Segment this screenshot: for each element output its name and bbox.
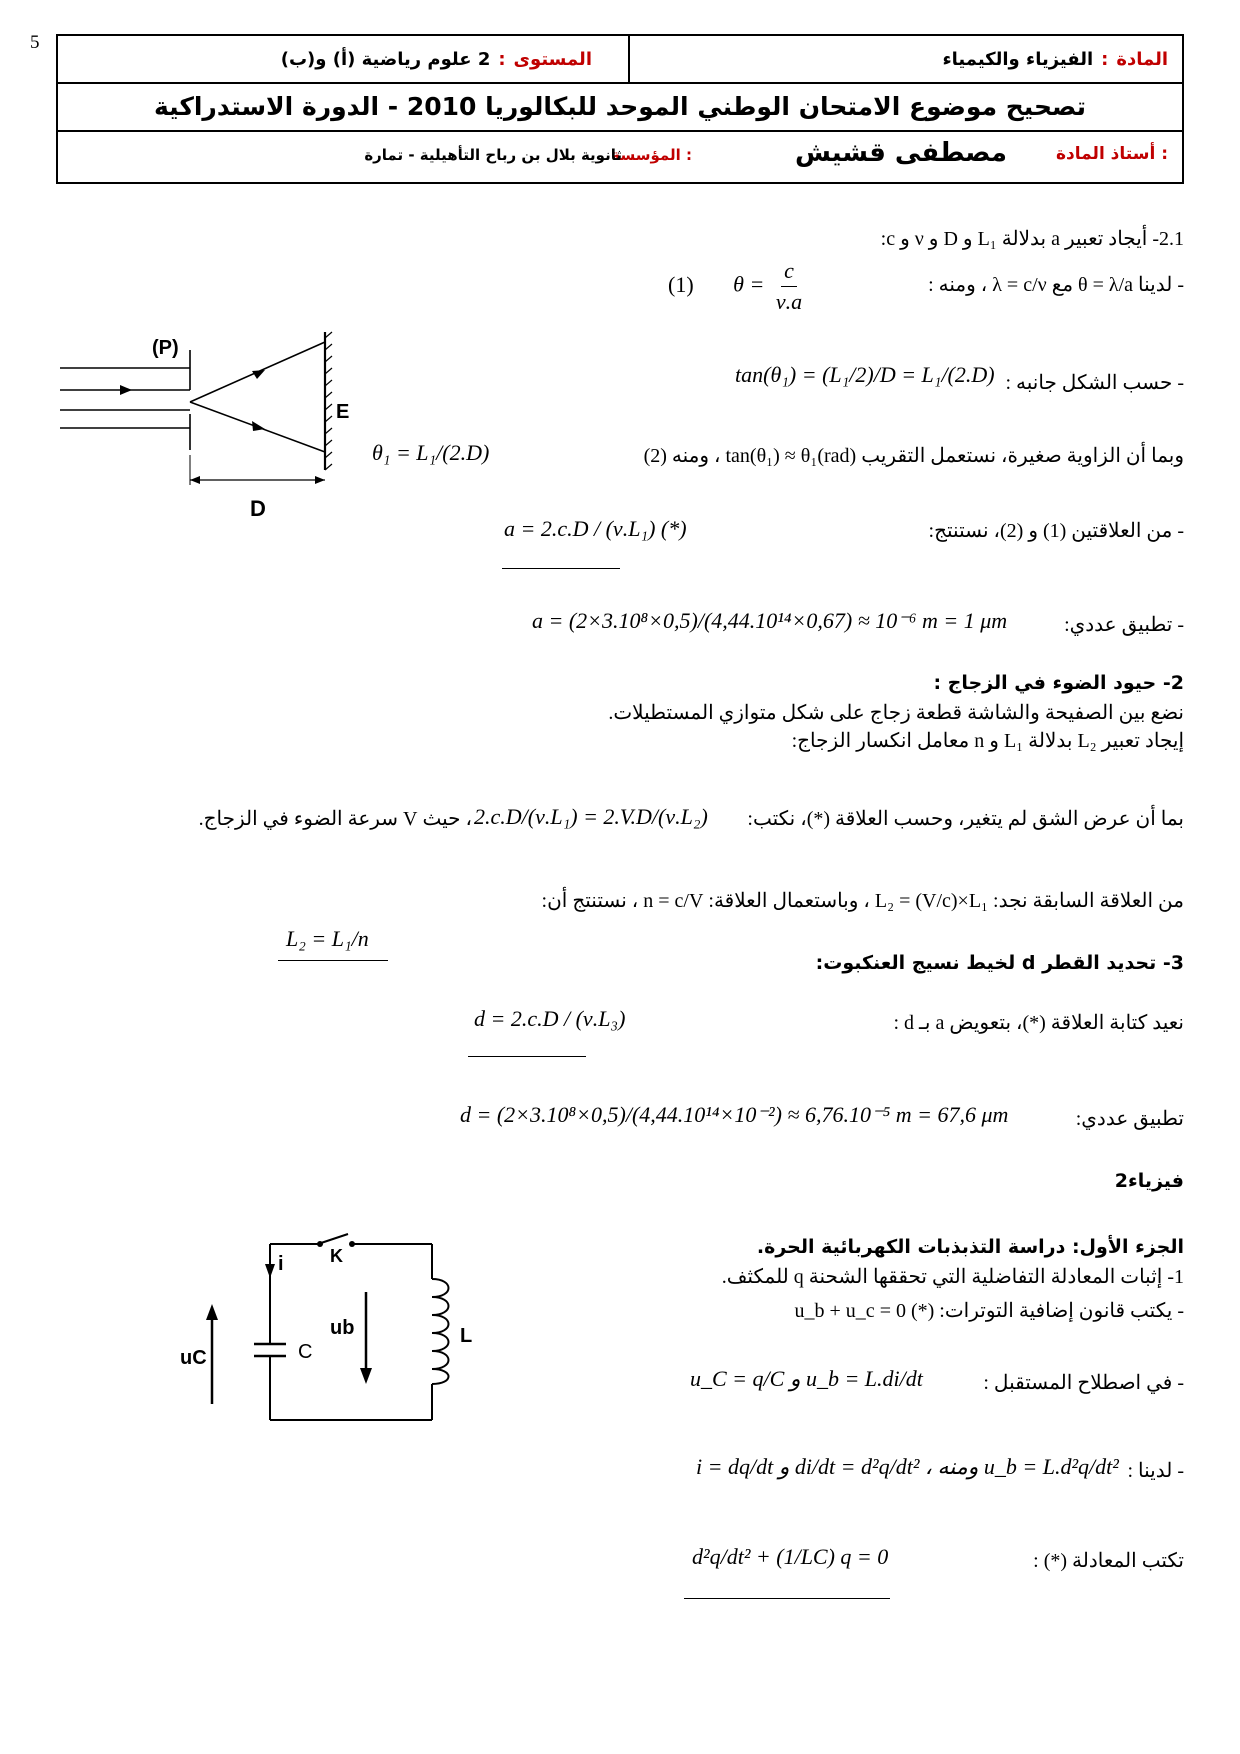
subject-label: المادة xyxy=(1116,48,1168,70)
header-row-title xyxy=(58,82,1182,132)
equation-receiver: u_C = q/C و u_b = L.di/dt xyxy=(690,1366,923,1391)
equation-tan: tan(θ₁) = (L₁/2)/D = L₁/(2.D) xyxy=(735,362,995,387)
level-cell: المستوى : 2 علوم رياضية (أ) و(ب) xyxy=(280,48,592,70)
physics2-line3: - لدينا : xyxy=(1127,1460,1184,1482)
equation-d-numeric: d = (2×3.10⁸×0,5)/(4,44.10¹⁴×10⁻²) ≈ 6,76.10⁻⁵ m = 67,6 μm xyxy=(460,1102,1009,1127)
equation-2: θ₁ = L₁/(2.D) xyxy=(372,440,490,465)
section-21-line2: - حسب الشكل جانبه : xyxy=(1005,372,1184,394)
lc-circuit-figure xyxy=(180,1224,480,1444)
switch-contact xyxy=(317,1241,323,1247)
institution-name: ثانوية بلال بن رباح التأهيلية - تمارة xyxy=(364,146,622,164)
section-2-line3-end: ، حيث V سرعة الضوء في الزجاج. xyxy=(198,808,472,830)
section-3-heading: 3- تحديد القطر d لخيط نسيج العنكبوت: xyxy=(815,952,1184,974)
plate-label: (P) xyxy=(152,337,179,359)
section-21-heading: 2.1- أيجاد تعبير a بدلالة L₁ و D و ν و c: xyxy=(880,228,1184,250)
teacher-label: أستاذ المادة : xyxy=(1056,144,1168,164)
eq1-fraction xyxy=(773,258,805,315)
institution-label: المؤسسة : xyxy=(611,146,692,164)
section-2-line2: إيجاد تعبير L₂ بدلالة L₁ و n معامل انكسار الزجاج: xyxy=(791,730,1184,752)
section-2-line1: نضع بين الصفيحة والشاشة قطعة زجاج على شكل متوازي المستطيلات. xyxy=(608,702,1184,724)
equation-differential: d²q/dt² + (1/LC) q = 0 xyxy=(692,1544,889,1569)
part1-heading: الجزء الأول: دراسة التذبذبات الكهربائية الحرة. xyxy=(756,1236,1184,1258)
current-arrow-icon xyxy=(265,1264,275,1278)
section-2-heading: 2- حيود الضوء في الزجاج : xyxy=(933,672,1184,694)
header-row-subject xyxy=(58,36,1182,84)
eq1-numerator: c xyxy=(781,258,797,287)
equation-1 xyxy=(668,258,808,315)
arrow-head-icon xyxy=(315,476,325,484)
diffraction-figure xyxy=(60,330,360,530)
level-value: 2 علوم رياضية (أ) و(ب) xyxy=(280,48,491,70)
section-3-line2: تطبيق عددي: xyxy=(1075,1108,1184,1130)
capacitor-label: C xyxy=(298,1341,313,1363)
equation-derivatives: i = dq/dt و di/dt = d²q/dt² ، ومنه u_b = L.d²q/dt² xyxy=(696,1454,1119,1479)
section-21-line4: - من العلاقتين (1) و (2)، نستنتج: xyxy=(928,520,1184,542)
equation-a: a = 2.c.D / (ν.L₁) (*) xyxy=(504,516,687,541)
screen-label: E xyxy=(336,401,350,423)
subject-cell: المادة : الفيزياء والكيمياء xyxy=(942,48,1168,70)
physics2-line2: - في اصطلاح المستقبل : xyxy=(983,1372,1184,1394)
uc-label: uC xyxy=(180,1347,207,1369)
equation-l2-relation: 2.c.D/(ν.L₁) = 2.V.D/(ν.L₂) xyxy=(474,804,708,829)
current-label: i xyxy=(278,1253,284,1275)
inductor-coil xyxy=(432,1279,449,1384)
section-2-line4: من العلاقة السابقة نجد: L₂ = (V/c)×L₁ ، وباستعمال العلاقة: n = c/V ، نستنتج أن: xyxy=(541,890,1184,912)
inductor-label: L xyxy=(460,1325,473,1347)
teacher-name: مصطفى قشيش xyxy=(795,138,1007,168)
section-3-line1: نعيد كتابة العلاقة (*)، بتعويض a بـ d : xyxy=(893,1012,1184,1034)
eq1-denominator: ν.a xyxy=(775,289,803,314)
physics2-title: فيزياء2 xyxy=(1114,1170,1184,1192)
section-21-line5: - تطبيق عددي: xyxy=(1064,614,1184,636)
eq1-tag: (1) xyxy=(668,271,694,297)
ray-arrow-icon xyxy=(252,370,265,379)
physics2-line4: تكتب المعادلة (*) : xyxy=(1033,1550,1184,1572)
section-2-line3-start: بما أن عرض الشق لم يتغير، وحسب العلاقة (*)، نكتب: xyxy=(747,808,1184,830)
switch-contact xyxy=(349,1241,355,1247)
arrow-head-icon xyxy=(190,476,200,484)
physics2-line1: - يكتب قانون إضافية التوترات: (*) u_b + u_c = 0 xyxy=(794,1300,1184,1322)
header-row-teacher xyxy=(58,130,1182,182)
subject-value: الفيزياء والكيمياء xyxy=(942,48,1094,70)
level-label: المستوى xyxy=(513,48,592,70)
ray-arrow-icon xyxy=(120,385,132,395)
equation-d: d = 2.c.D / (ν.L₃) xyxy=(474,1006,626,1031)
section-21-line1: - لدينا θ = λ/a مع λ = c/ν ، ومنه : xyxy=(928,274,1184,296)
arrow-down-icon xyxy=(360,1368,372,1384)
equation-l2-result: L₂ = L₁/n xyxy=(286,926,369,951)
switch-label: K xyxy=(330,1246,343,1266)
distance-label: D xyxy=(250,496,266,521)
ub-label: ub xyxy=(330,1317,355,1339)
equation-a-numeric: a = (2×3.10⁸×0,5)/(4,44.10¹⁴×0,67) ≈ 10⁻⁶ m = 1 μm xyxy=(532,608,1008,633)
section-21-line3: وبما أن الزاوية صغيرة، نستعمل التقريب tan(θ₁) ≈ θ₁(rad) ، ومنه (2) xyxy=(643,445,1184,467)
arrow-up-icon xyxy=(206,1304,218,1320)
question-1: 1- إثبات المعادلة التفاضلية التي تحققها الشحنة q للمكثف. xyxy=(721,1266,1184,1288)
page-title: تصحيح موضوع الامتحان الوطني الموحد للبكالوريا 2010 - الدورة الاستدراكية xyxy=(153,91,1087,121)
eq1-left: θ = xyxy=(733,271,765,297)
page-number: 5 xyxy=(30,32,40,53)
header-table xyxy=(56,34,1184,184)
